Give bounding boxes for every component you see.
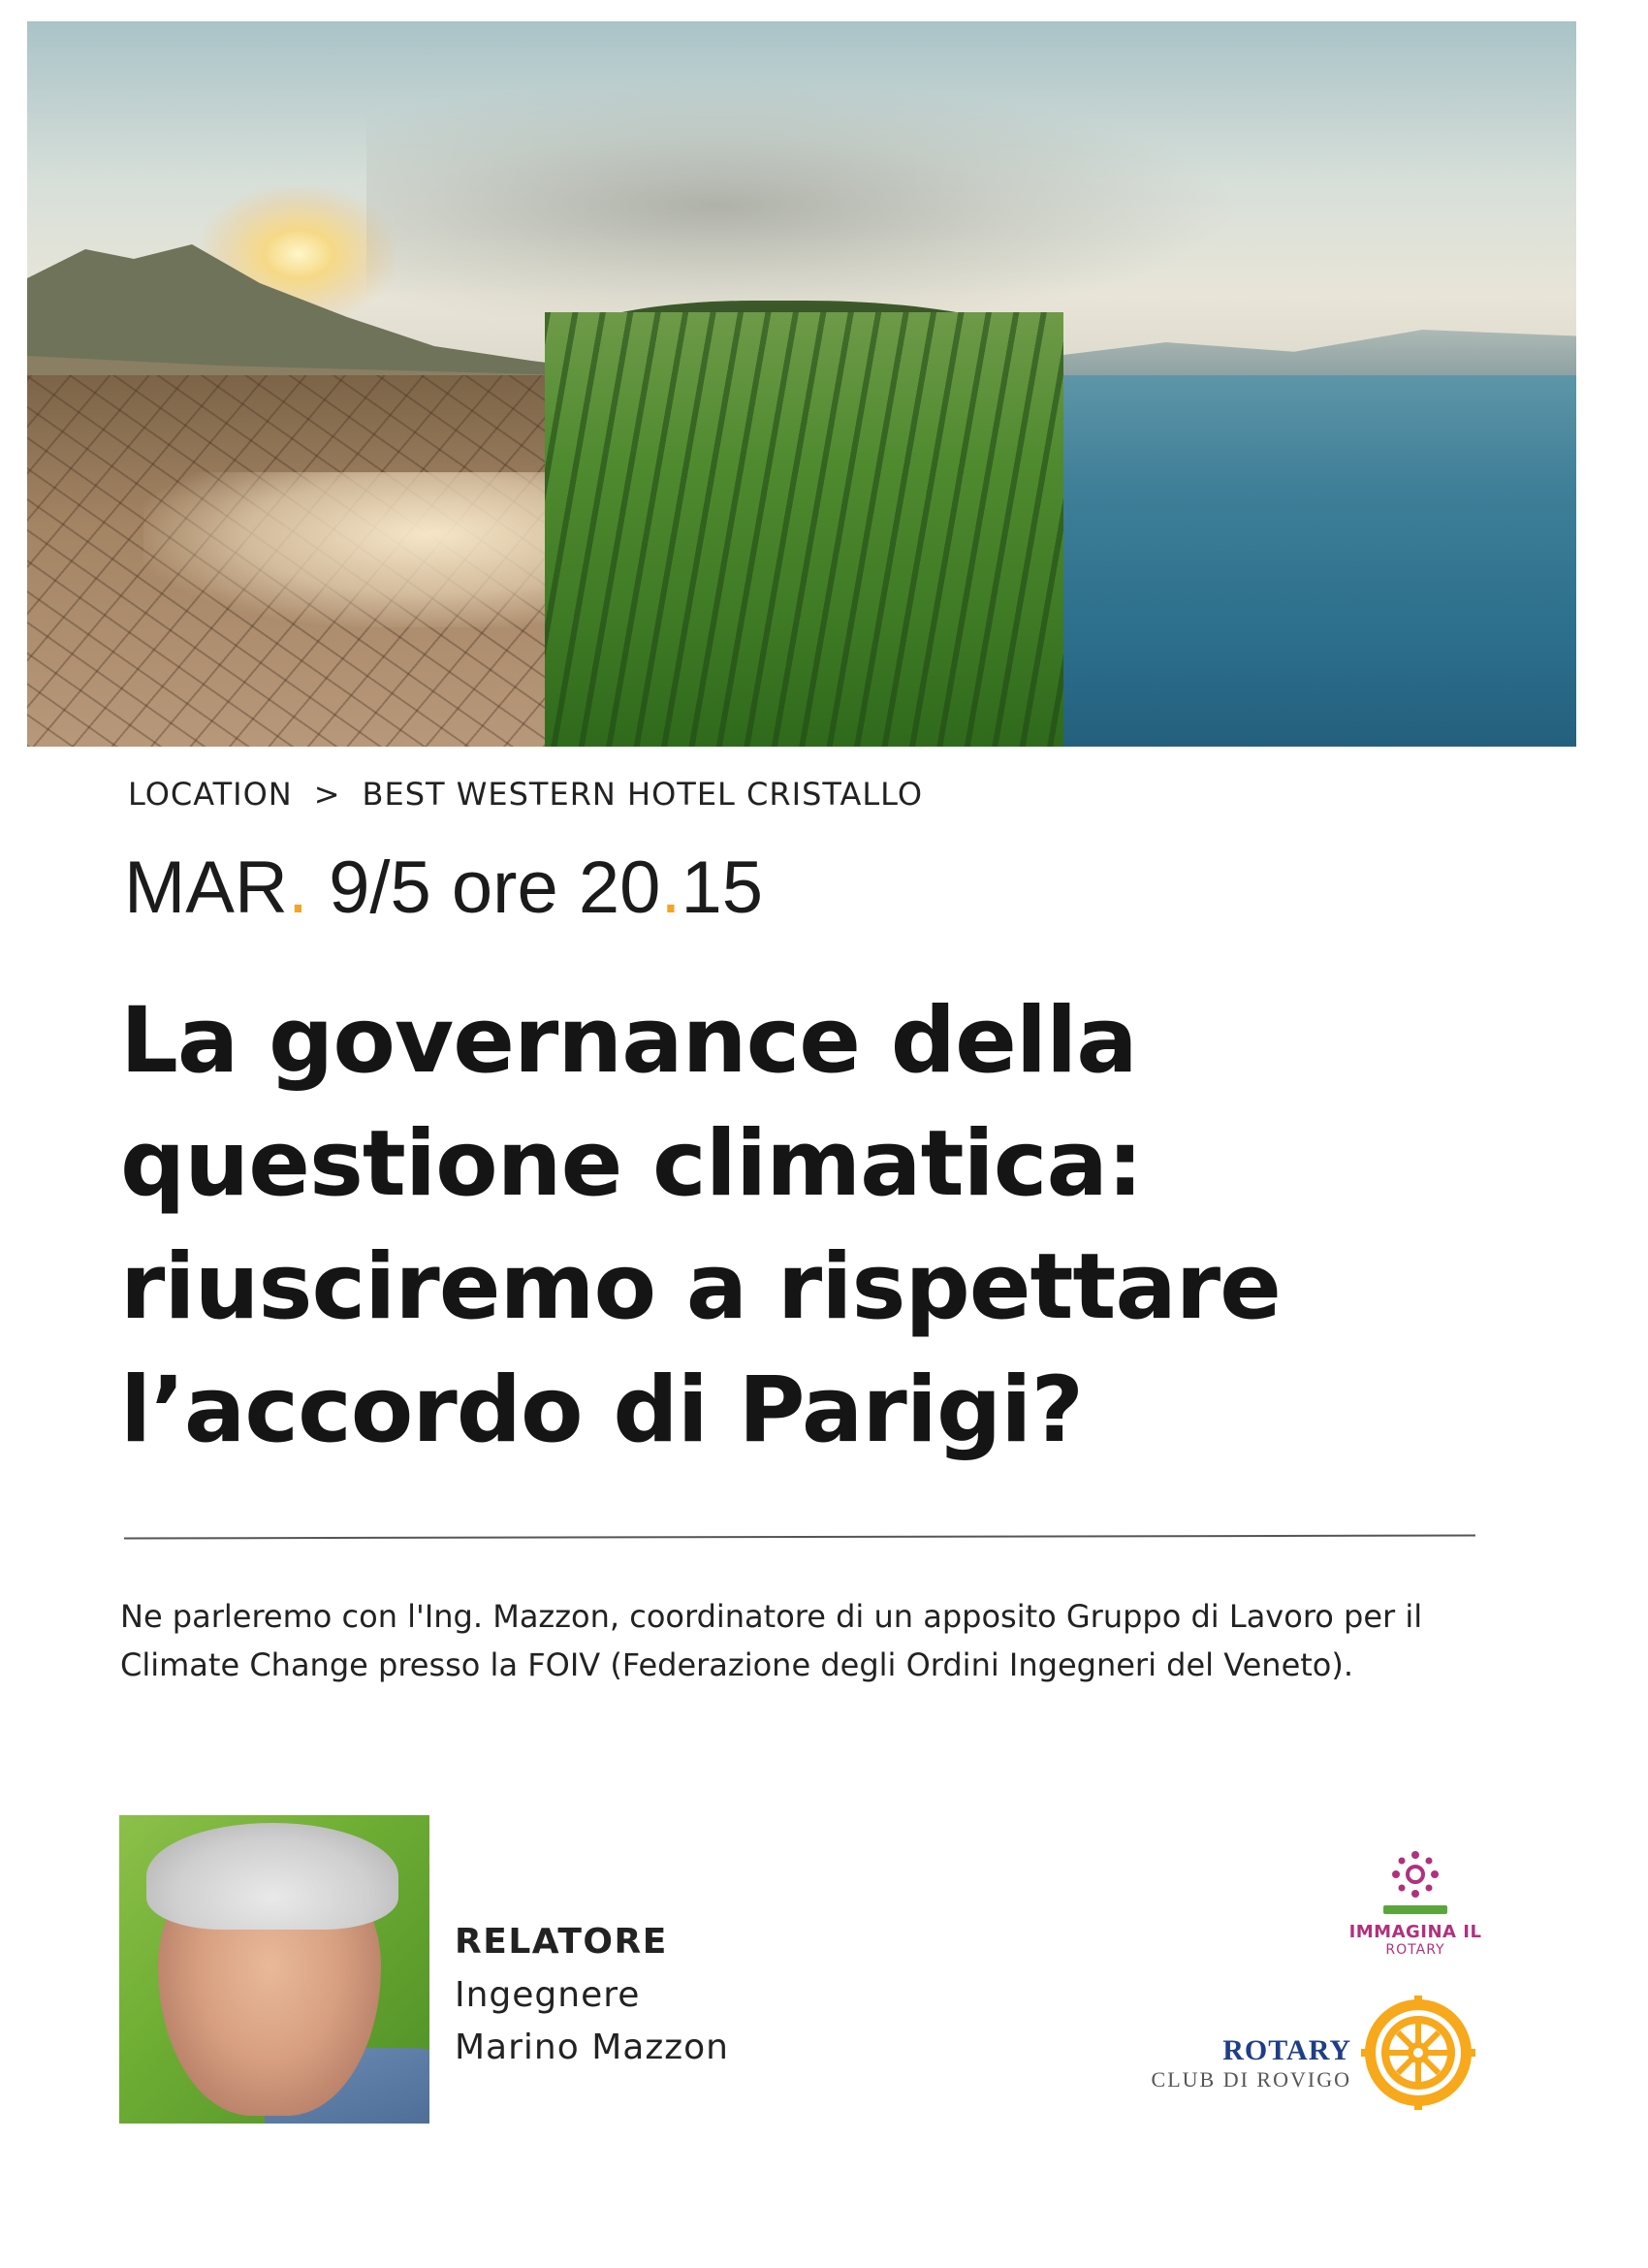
intro-line: Climate Change presso la FOIV (Federazione degli Ordini Ingegneri del Veneto).: [120, 1646, 1354, 1683]
rotary-club-name: [1152, 2034, 1351, 2092]
immagina-green-bar: [1383, 1905, 1447, 1914]
intro-line: Ne parleremo con l'Ing. Mazzon, coordinatore di un apposito Gruppo di Lavoro per il: [120, 1598, 1423, 1635]
immagina-line2: ROTARY: [1385, 1942, 1445, 1958]
divider: [124, 1535, 1475, 1540]
page-title: [120, 979, 1380, 1472]
rotary-name-line1: ROTARY: [1222, 2034, 1351, 2066]
accent-dot: .: [660, 847, 681, 929]
speaker-name: Marino Mazzon: [455, 2028, 729, 2067]
title-line: riusciremo a rispettare: [120, 1234, 1281, 1340]
event-datetime: [124, 846, 763, 930]
speaker-photo: [119, 1815, 429, 2124]
location-line: [128, 776, 923, 813]
rotary-name-line2: CLUB DI ROVIGO: [1151, 2067, 1351, 2092]
hero-panel-lake: [1063, 375, 1576, 747]
hero-panel-drought: [27, 375, 545, 747]
event-date-time: 9/5 ore 20: [329, 847, 661, 929]
speaker-title: Ingegnere: [455, 1975, 641, 2015]
speaker-photo-hair: [146, 1823, 398, 1930]
hero-drought-puddle: [143, 472, 551, 627]
event-day: MAR: [124, 847, 288, 929]
speaker-role: RELATORE: [455, 1922, 668, 1962]
hero-image: [27, 21, 1576, 747]
title-line: La governance della: [120, 988, 1137, 1094]
location-venue: BEST WESTERN HOTEL CRISTALLO: [362, 776, 924, 813]
location-separator: >: [313, 776, 341, 813]
immagina-line1: IMMAGINA IL: [1348, 1922, 1482, 1942]
location-label: LOCATION: [128, 776, 293, 813]
rotary-wheel-icon: [1361, 1996, 1475, 2110]
title-line: questione climatica:: [120, 1111, 1143, 1217]
hero-panel-cornfield: [545, 312, 1063, 747]
speaker-info: [455, 1922, 729, 2074]
title-line: l’accordo di Parigi?: [120, 1358, 1083, 1463]
rotary-club-logo: [1126, 1996, 1475, 2112]
immagina-rotary-logo: [1338, 1847, 1493, 1958]
accent-dot: .: [287, 847, 309, 929]
immagina-sun-icon: [1388, 1847, 1442, 1901]
intro-paragraph: [120, 1592, 1477, 1689]
event-minutes: 15: [681, 847, 764, 929]
